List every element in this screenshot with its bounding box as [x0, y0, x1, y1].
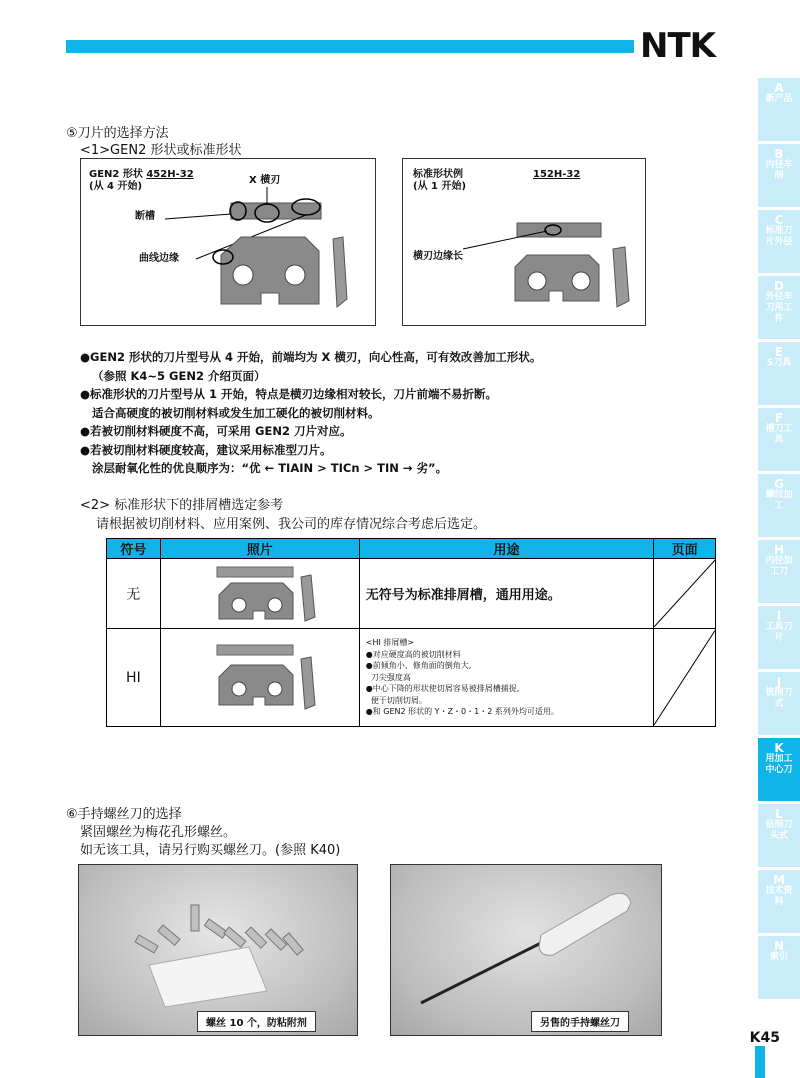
- note-6: ●若被切削材料硬度较高，建议采用标准型刀片。: [80, 442, 332, 457]
- sidebar-tab-letter: D: [774, 279, 784, 293]
- standard-insert-drawing: [403, 159, 647, 327]
- page-marker: [755, 1046, 765, 1078]
- row1-insert-image: [161, 559, 359, 625]
- section5-title: ⑤刀片的选择方法: [66, 126, 169, 141]
- sidebar-tab-letter: G: [774, 477, 784, 491]
- note-5: ●若被切削材料硬度不高，可采用 GEN2 刀片对应。: [80, 424, 352, 438]
- standard-part: 152H-32: [533, 169, 581, 180]
- row2-page: [654, 629, 716, 727]
- row2-symbol: HI: [107, 629, 161, 727]
- gen2-part: 452H-32: [146, 169, 194, 180]
- row2-use-line: <HI 排屑槽>: [365, 638, 415, 648]
- sidebar-tab-e[interactable]: [758, 342, 800, 405]
- row1-page-slash: [654, 559, 716, 627]
- standard-from: (从 1 开始): [413, 181, 467, 192]
- sidebar-tab-letter: C: [774, 213, 784, 227]
- sidebar-tab-letter: B: [774, 147, 784, 161]
- sidebar-tab-letter: K: [774, 741, 784, 755]
- note-4: 适合高硬度的被切削材料或发生加工硬化的被切削材料。: [92, 405, 380, 420]
- sidebar-tab-letter: F: [774, 411, 784, 425]
- th-symbol: 符号: [107, 539, 161, 559]
- sidebar-tab-label: 钻削刀头式: [765, 820, 793, 841]
- header-bar: [66, 40, 634, 53]
- row1-photo: [160, 559, 359, 629]
- sidebar-tab-letter: A: [774, 81, 784, 95]
- gen2-curved: 曲线边缘: [139, 253, 179, 264]
- table-row: [107, 629, 716, 727]
- sidebar-tab-letter: I: [776, 609, 782, 623]
- row2-use-line: 便于切削切屑。: [365, 695, 427, 705]
- gen2-chipbreaker: 断槽: [135, 211, 155, 222]
- page-number: K45: [749, 1030, 780, 1046]
- section5-sub2-desc: 请根据被切削材料、应用案例、我公司的库存情况综合考虑后选定。: [96, 517, 487, 532]
- row1-page: [654, 559, 716, 629]
- table-row: [107, 559, 716, 629]
- screwdriver-caption: 另售的手持螺丝刀: [531, 1011, 629, 1032]
- gen2-figure: [80, 158, 376, 326]
- sidebar-tab-letter: M: [773, 873, 785, 887]
- sidebar-tab-g[interactable]: [758, 474, 800, 537]
- note-7: 涂层耐氧化性的优良顺序为：“优 ← TIAIN > TICn > TIN → 劣”。: [92, 461, 448, 475]
- section6-title: ⑥手持螺丝刀的选择: [66, 807, 182, 822]
- row2-use-line: ●前倾角小、修角面的倒角大,: [365, 661, 472, 671]
- sidebar-tab-f[interactable]: [758, 408, 800, 471]
- row2-photo: [160, 629, 359, 727]
- section5-sub2: <2> 标准形状下的排屑槽选定参考: [80, 498, 284, 513]
- row1-use: 无符号为标准排屑槽，通用用途。: [359, 559, 654, 629]
- sidebar-tab-letter: E: [774, 345, 784, 359]
- sidebar-tab-label: 内径车削: [765, 160, 793, 181]
- sidebar-tab-letter: J: [776, 675, 782, 689]
- sidebar-tab-label: 铣削刀式: [765, 688, 793, 709]
- screwdriver-photo: [390, 864, 662, 1036]
- sidebar-tab-label: 新产品: [765, 94, 793, 104]
- table-header: [107, 539, 716, 559]
- note-3: ●标准形状的刀片型号从 1 开始，特点是横刃边缘相对较长，刀片前端不易折断。: [80, 387, 498, 401]
- sidebar-tab-label: 技术资料: [765, 886, 793, 907]
- row2-page-slash: [654, 629, 716, 725]
- section5-notes: [80, 348, 720, 478]
- standard-long-edge: 横刃边缘长: [413, 251, 463, 262]
- sidebar-tab-n[interactable]: [758, 936, 800, 999]
- sidebar-index: [758, 78, 800, 1002]
- row2-use-line: ●中心下降的形状使切屑容易被排屑槽捕捉,: [365, 684, 520, 694]
- screws-caption: 螺丝 10 个，防粘附剂: [197, 1011, 316, 1032]
- note-1: ●GEN2 形状的刀片型号从 4 开始，前端均为 X 横刃，向心性高，可有效改善加工形状。: [80, 350, 542, 364]
- standard-title: 标准形状例: [413, 169, 463, 180]
- sidebar-tab-label: 工具刀片: [765, 622, 793, 643]
- section6-line1: 紧固螺丝为梅花孔形螺丝。: [80, 825, 237, 840]
- row2-use-line: ●对应硬度高的被切削材料: [365, 649, 461, 659]
- sidebar-tab-label: 索引: [769, 952, 788, 962]
- section6-line2: 如无该工具，请另行购买螺丝刀。(参照 K40): [80, 843, 341, 858]
- row1-symbol: 无: [107, 559, 161, 629]
- th-photo: 照片: [160, 539, 359, 559]
- th-page: 页面: [654, 539, 716, 559]
- sidebar-tab-j[interactable]: [758, 672, 800, 735]
- sidebar-tab-label: 标准刀片外径: [765, 226, 793, 247]
- row2-use-line: ●和 GEN2 形状的 Y・Z・0・1・2 系列外均可适用。: [365, 707, 559, 717]
- sidebar-tab-letter: L: [775, 807, 783, 821]
- gen2-x-edge: X 横刃: [249, 175, 281, 186]
- row2-use-line: 刀尖强度高: [365, 672, 411, 682]
- sidebar-tab-k[interactable]: [758, 738, 800, 801]
- sidebar-tab-h[interactable]: [758, 540, 800, 603]
- gen2-insert-drawing: [81, 159, 377, 327]
- sidebar-tab-d[interactable]: [758, 276, 800, 339]
- sidebar-tab-letter: N: [773, 939, 785, 953]
- sidebar-tab-label: 内径加工刀: [765, 556, 793, 577]
- sidebar-tab-a[interactable]: [758, 78, 800, 141]
- sidebar-tab-i[interactable]: [758, 606, 800, 669]
- note-2: （参照 K4~5 GEN2 介绍页面）: [92, 368, 266, 383]
- brand-logo: NTK: [640, 26, 715, 66]
- sidebar-tab-label: 槽刀工具: [765, 424, 793, 445]
- sidebar-tab-b[interactable]: [758, 144, 800, 207]
- sidebar-tab-label: 用加工中心刀: [765, 754, 793, 775]
- gen2-title: GEN2 形状: [89, 169, 143, 180]
- section5-sub1: <1>GEN2 形状或标准形状: [80, 143, 242, 158]
- sidebar-tab-letter: H: [773, 543, 785, 557]
- gen2-from: (从 4 开始): [89, 181, 143, 192]
- sidebar-tab-l[interactable]: [758, 804, 800, 867]
- screws-photo: [78, 864, 358, 1036]
- chipbreaker-table: [106, 538, 716, 727]
- sidebar-tab-label: 螺纹加工: [765, 490, 793, 511]
- row2-insert-image: [161, 629, 359, 723]
- row2-use: [359, 629, 654, 727]
- th-use: 用途: [359, 539, 654, 559]
- sidebar-tab-label: 外径车刀用工件: [765, 292, 793, 324]
- sidebar-tab-c[interactable]: [758, 210, 800, 273]
- standard-figure: [402, 158, 646, 326]
- sidebar-tab-label: S刀具: [766, 358, 792, 368]
- sidebar-tab-m[interactable]: [758, 870, 800, 933]
